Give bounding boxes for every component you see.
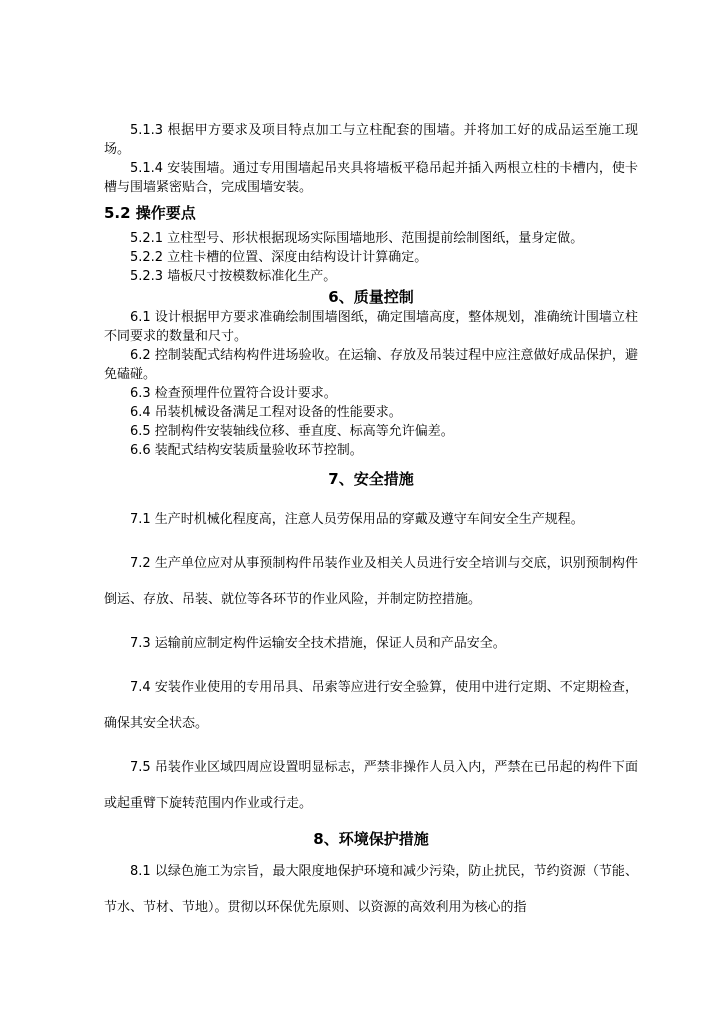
paragraph-7-1: 7.1 生产时机械化程度高，注意人员劳保用品的穿戴及遵守车间安全生产规程。 bbox=[130, 512, 584, 527]
paragraph-5-1-3: 5.1.3 根据甲方要求及项目特点加工与立柱配套的围墙。并将加工好的成品运至施工现场。 bbox=[104, 123, 638, 157]
heading-6: 6、质量控制 bbox=[328, 288, 414, 306]
heading-8: 8、环境保护措施 bbox=[313, 830, 429, 848]
heading-5-2: 5.2 操作要点 bbox=[104, 204, 196, 222]
section-5-2 bbox=[104, 229, 638, 286]
paragraph-6-2: 6.2 控制装配式结构构件进场验收。在运输、存放及吊装过程中应注意做好成品保护，避免磕碰。 bbox=[104, 348, 638, 382]
paragraph-6-5: 6.5 控制构件安装轴线位移、垂直度、标高等允许偏差。 bbox=[130, 424, 454, 439]
paragraph-5-2-2: 5.2.2 立柱卡槽的位置、深度由结构设计计算确定。 bbox=[130, 250, 428, 265]
document-page bbox=[104, 0, 638, 926]
section-6 bbox=[104, 308, 638, 460]
paragraph-5-2-3: 5.2.3 墙板尺寸按模数标准化生产。 bbox=[130, 269, 337, 284]
paragraph-8-1: 8.1 以绿色施工为宗旨，最大限度地保护环境和减少污染，防止扰民，节约资源（节能、节水、节材、节地）。贯彻以环保优先原则、以资源的高效利用为核心的指 bbox=[104, 864, 638, 915]
section-7 bbox=[104, 502, 638, 822]
section-5-1-continued bbox=[104, 121, 638, 197]
paragraph-7-2: 7.2 生产单位应对从事预制构件吊装作业及相关人员进行安全培训与交底，识别预制构件倒运、存放、吊装、就位等各环节的作业风险，并制定防控措施。 bbox=[104, 556, 638, 607]
paragraph-7-4: 7.4 安装作业使用的专用吊具、吊索等应进行安全验算，使用中进行定期、不定期检查，确保其安全状态。 bbox=[104, 680, 638, 731]
heading-7: 7、安全措施 bbox=[328, 470, 414, 488]
paragraph-7-5: 7.5 吊装作业区域四周应设置明显标志，严禁非操作人员入内，严禁在已吊起的构件下面或起重臂下旋转范围内作业或行走。 bbox=[104, 760, 638, 811]
paragraph-5-2-1: 5.2.1 立柱型号、形状根据现场实际围墙地形、范围提前绘制图纸，量身定做。 bbox=[130, 231, 584, 246]
section-8 bbox=[104, 854, 638, 926]
paragraph-6-3: 6.3 检查预埋件位置符合设计要求。 bbox=[130, 386, 337, 401]
paragraph-6-6: 6.6 装配式结构安装质量验收环节控制。 bbox=[130, 443, 363, 458]
paragraph-5-1-4: 5.1.4 安装围墙。通过专用围墙起吊夹具将墙板平稳吊起并插入两根立柱的卡槽内，使卡槽与围墙紧密贴合，完成围墙安装。 bbox=[104, 161, 638, 195]
paragraph-7-3: 7.3 运输前应制定构件运输安全技术措施，保证人员和产品安全。 bbox=[130, 636, 506, 651]
paragraph-6-1: 6.1 设计根据甲方要求准确绘制围墙图纸，确定围墙高度，整体规划，准确统计围墙立柱不同要求的数量和尺寸。 bbox=[104, 310, 638, 344]
paragraph-6-4: 6.4 吊装机械设备满足工程对设备的性能要求。 bbox=[130, 405, 402, 420]
